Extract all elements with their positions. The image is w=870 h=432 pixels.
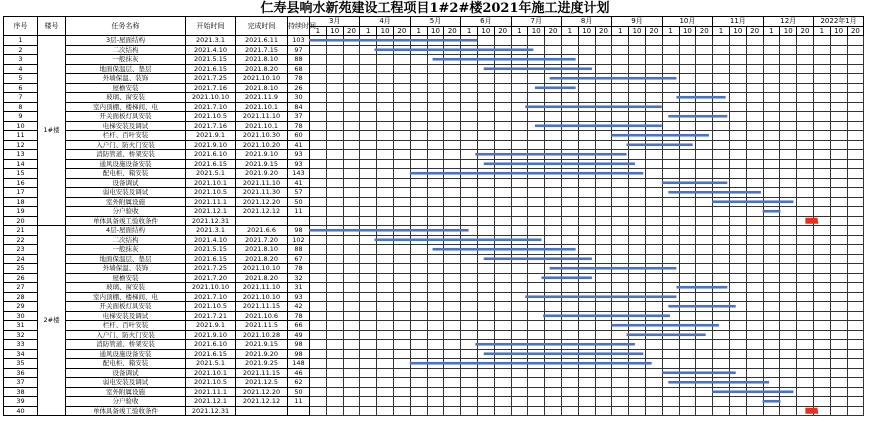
task-row bbox=[4, 197, 864, 207]
task-seq: 11 bbox=[4, 131, 38, 141]
task-start: 2021.7.10 bbox=[186, 102, 236, 112]
task-name: 二次结构 bbox=[66, 45, 186, 55]
task-start: 2021.10.5 bbox=[186, 112, 236, 122]
task-row bbox=[4, 55, 864, 65]
task-seq: 35 bbox=[4, 359, 38, 369]
task-name: 通风设施设备安装 bbox=[66, 159, 186, 169]
month-header: 7月 bbox=[511, 17, 561, 27]
task-row bbox=[4, 387, 864, 397]
task-seq: 39 bbox=[4, 397, 38, 407]
task-name: 外墙保温、装饰 bbox=[66, 264, 186, 274]
task-duration: 67 bbox=[288, 254, 310, 264]
task-name: 4层-屋面结构 bbox=[66, 226, 186, 236]
task-row bbox=[4, 311, 864, 321]
task-name: 二次结构 bbox=[66, 235, 186, 245]
task-seq: 3 bbox=[4, 55, 38, 65]
task-start: 2021.7.16 bbox=[186, 121, 236, 131]
day-header: 1 bbox=[561, 26, 578, 36]
task-row bbox=[4, 83, 864, 93]
task-seq: 2 bbox=[4, 45, 38, 55]
day-header: 20 bbox=[444, 26, 461, 36]
task-start: 2021.5.15 bbox=[186, 245, 236, 255]
task-start: 2021.7.20 bbox=[186, 273, 236, 283]
task-name: 分户验收 bbox=[66, 207, 186, 217]
task-name: 开关面板灯具安装 bbox=[66, 112, 186, 122]
task-seq: 1 bbox=[4, 36, 38, 46]
day-header: 10 bbox=[729, 26, 746, 36]
task-name: 单体具备竣工验收条件 bbox=[66, 406, 186, 416]
task-start: 2021.6.15 bbox=[186, 64, 236, 74]
day-header: 1 bbox=[310, 26, 327, 36]
task-row bbox=[4, 254, 864, 264]
day-header: 1 bbox=[713, 26, 730, 36]
task-row bbox=[4, 349, 864, 359]
task-start: 2021.6.10 bbox=[186, 340, 236, 350]
task-seq: 16 bbox=[4, 178, 38, 188]
task-seq: 29 bbox=[4, 302, 38, 312]
task-row bbox=[4, 321, 864, 331]
task-duration: 46 bbox=[288, 368, 310, 378]
task-end: 2021.12.20 bbox=[236, 387, 288, 397]
task-row bbox=[4, 235, 864, 245]
task-start: 2021.5.15 bbox=[186, 55, 236, 65]
task-end: 2021.10.10 bbox=[236, 74, 288, 84]
month-header: 3月 bbox=[310, 17, 360, 27]
task-row bbox=[4, 36, 864, 46]
task-seq: 15 bbox=[4, 169, 38, 179]
building-label: 2#楼 bbox=[38, 226, 66, 416]
task-name: 室外附属设施 bbox=[66, 197, 186, 207]
task-seq: 21 bbox=[4, 226, 38, 236]
task-row bbox=[4, 131, 864, 141]
task-name: 开关面板灯具安装 bbox=[66, 302, 186, 312]
day-header: 20 bbox=[545, 26, 562, 36]
day-header: 10 bbox=[326, 26, 343, 36]
task-duration: 32 bbox=[288, 273, 310, 283]
task-duration: 143 bbox=[288, 169, 310, 179]
day-header: 20 bbox=[847, 26, 864, 36]
task-end: 2021.9.15 bbox=[236, 159, 288, 169]
task-end: 2021.8.20 bbox=[236, 64, 288, 74]
task-start: 2021.6.15 bbox=[186, 254, 236, 264]
task-start: 2021.3.1 bbox=[186, 36, 236, 46]
task-start: 2021.12.31 bbox=[186, 216, 236, 226]
month-header: 10月 bbox=[662, 17, 712, 27]
page-title: 仁寿县响水新苑建设工程项目1#2#楼2021年施工进度计划 bbox=[260, 1, 610, 16]
day-header: 10 bbox=[629, 26, 646, 36]
task-end: 2021.9.15 bbox=[236, 340, 288, 350]
task-name: 地面保温层、垫层 bbox=[66, 254, 186, 264]
month-header: 12月 bbox=[763, 17, 813, 27]
task-duration: 98 bbox=[288, 226, 310, 236]
task-name: 电梯安装及调试 bbox=[66, 311, 186, 321]
task-start: 2021.3.1 bbox=[186, 226, 236, 236]
task-name: 单体具备竣工验收条件 bbox=[66, 216, 186, 226]
task-start: 2021.9.10 bbox=[186, 330, 236, 340]
task-row bbox=[4, 45, 864, 55]
day-header: 1 bbox=[612, 26, 629, 36]
task-start: 2021.12.31 bbox=[186, 406, 236, 416]
task-seq: 7 bbox=[4, 93, 38, 103]
task-seq: 40 bbox=[4, 406, 38, 416]
task-end: 2021.7.15 bbox=[236, 45, 288, 55]
task-duration: 62 bbox=[288, 378, 310, 388]
task-end: 2021.10.1 bbox=[236, 121, 288, 131]
month-header: 11月 bbox=[713, 17, 763, 27]
task-name: 入户门、防火门安装 bbox=[66, 140, 186, 150]
task-name: 地面保温层、垫层 bbox=[66, 64, 186, 74]
building-label: 1#楼 bbox=[38, 36, 66, 226]
task-end: 2021.11.5 bbox=[236, 321, 288, 331]
task-seq: 5 bbox=[4, 74, 38, 84]
header-task: 任务名称 bbox=[66, 17, 186, 36]
task-name: 配电柜、箱安装 bbox=[66, 359, 186, 369]
task-start: 2021.9.1 bbox=[186, 321, 236, 331]
task-row bbox=[4, 188, 864, 198]
task-row bbox=[4, 102, 864, 112]
header-building: 楼号 bbox=[38, 17, 66, 36]
task-seq: 36 bbox=[4, 368, 38, 378]
task-end: 2021.10.10 bbox=[236, 264, 288, 274]
task-row bbox=[4, 121, 864, 131]
task-duration: 98 bbox=[288, 349, 310, 359]
day-header: 1 bbox=[763, 26, 780, 36]
task-name: 设备调试 bbox=[66, 178, 186, 188]
task-row bbox=[4, 292, 864, 302]
day-header: 10 bbox=[578, 26, 595, 36]
task-start: 2021.7.25 bbox=[186, 74, 236, 84]
task-name: 弱电安装及调试 bbox=[66, 188, 186, 198]
task-row bbox=[4, 216, 864, 226]
task-end: 2021.8.20 bbox=[236, 273, 288, 283]
task-start: 2021.6.10 bbox=[186, 150, 236, 160]
task-start: 2021.6.15 bbox=[186, 349, 236, 359]
task-name: 电梯安装及调试 bbox=[66, 121, 186, 131]
task-end: 2021.11.15 bbox=[236, 302, 288, 312]
day-header: 1 bbox=[360, 26, 377, 36]
task-duration: 26 bbox=[288, 83, 310, 93]
day-header: 10 bbox=[780, 26, 797, 36]
month-header: 5月 bbox=[410, 17, 460, 27]
task-start: 2021.7.10 bbox=[186, 292, 236, 302]
task-end: 2021.8.10 bbox=[236, 245, 288, 255]
task-end: 2021.11.15 bbox=[236, 368, 288, 378]
task-name: 设备调试 bbox=[66, 368, 186, 378]
day-header: 20 bbox=[645, 26, 662, 36]
task-row bbox=[4, 340, 864, 350]
day-header: 10 bbox=[679, 26, 696, 36]
task-start: 2021.6.15 bbox=[186, 159, 236, 169]
task-seq: 13 bbox=[4, 150, 38, 160]
day-header: 10 bbox=[377, 26, 394, 36]
day-header: 1 bbox=[511, 26, 528, 36]
day-header: 20 bbox=[797, 26, 814, 36]
month-header: 9月 bbox=[612, 17, 662, 27]
task-row bbox=[4, 140, 864, 150]
task-duration: 50 bbox=[288, 387, 310, 397]
task-name: 弱电安装及调试 bbox=[66, 378, 186, 388]
task-end: 2021.12.12 bbox=[236, 397, 288, 407]
task-start: 2021.9.1 bbox=[186, 131, 236, 141]
task-end: 2021.11.9 bbox=[236, 93, 288, 103]
task-name: 栏杆、百叶安装 bbox=[66, 131, 186, 141]
task-start: 2021.5.1 bbox=[186, 359, 236, 369]
header-duration: 持续时间 bbox=[288, 17, 310, 36]
task-row bbox=[4, 150, 864, 160]
task-duration: 50 bbox=[288, 197, 310, 207]
task-name: 一般抹灰 bbox=[66, 55, 186, 65]
task-row bbox=[4, 406, 864, 416]
task-duration: 66 bbox=[288, 321, 310, 331]
task-row bbox=[4, 207, 864, 217]
task-end: 2021.8.10 bbox=[236, 83, 288, 93]
day-header: 20 bbox=[746, 26, 763, 36]
header-start: 开始时间 bbox=[186, 17, 236, 36]
task-seq: 10 bbox=[4, 121, 38, 131]
task-row bbox=[4, 178, 864, 188]
task-seq: 24 bbox=[4, 254, 38, 264]
task-name: 玻璃、窗安装 bbox=[66, 283, 186, 293]
task-row bbox=[4, 64, 864, 74]
task-seq: 17 bbox=[4, 188, 38, 198]
day-header: 20 bbox=[343, 26, 360, 36]
task-start: 2021.7.21 bbox=[186, 311, 236, 321]
task-name: 屋檐安装 bbox=[66, 273, 186, 283]
task-end: 2021.6.6 bbox=[236, 226, 288, 236]
task-end: 2021.11.10 bbox=[236, 112, 288, 122]
task-seq: 34 bbox=[4, 349, 38, 359]
task-seq: 37 bbox=[4, 378, 38, 388]
task-row bbox=[4, 397, 864, 407]
task-row bbox=[4, 359, 864, 369]
task-duration: 42 bbox=[288, 302, 310, 312]
task-name: 屋檐安装 bbox=[66, 83, 186, 93]
task-start: 2021.11.1 bbox=[186, 387, 236, 397]
task-start: 2021.10.1 bbox=[186, 368, 236, 378]
task-end: 2021.10.20 bbox=[236, 140, 288, 150]
task-duration: 78 bbox=[288, 121, 310, 131]
task-end: 2021.10.28 bbox=[236, 330, 288, 340]
task-end: 2021.10.30 bbox=[236, 131, 288, 141]
task-end: 2021.9.25 bbox=[236, 359, 288, 369]
task-name: 玻璃、窗安装 bbox=[66, 93, 186, 103]
task-end: 2021.11.10 bbox=[236, 178, 288, 188]
task-duration: 31 bbox=[288, 283, 310, 293]
task-seq: 14 bbox=[4, 159, 38, 169]
task-name: 消防管道、桥架安装 bbox=[66, 340, 186, 350]
task-row bbox=[4, 283, 864, 293]
day-header: 1 bbox=[410, 26, 427, 36]
task-duration: 102 bbox=[288, 235, 310, 245]
task-duration bbox=[288, 216, 310, 226]
task-end: 2021.11.30 bbox=[236, 188, 288, 198]
task-row bbox=[4, 93, 864, 103]
task-start: 2021.4.10 bbox=[186, 235, 236, 245]
task-duration: 84 bbox=[288, 102, 310, 112]
task-start: 2021.4.10 bbox=[186, 45, 236, 55]
day-header: 10 bbox=[528, 26, 545, 36]
day-header: 20 bbox=[494, 26, 511, 36]
task-end: 2021.10.1 bbox=[236, 102, 288, 112]
task-start: 2021.10.1 bbox=[186, 178, 236, 188]
month-header: 4月 bbox=[360, 17, 410, 27]
task-duration: 78 bbox=[288, 74, 310, 84]
task-end: 2021.10.10 bbox=[236, 292, 288, 302]
task-name: 一般抹灰 bbox=[66, 245, 186, 255]
header-seq: 序号 bbox=[4, 17, 38, 36]
header-end: 完成时间 bbox=[236, 17, 288, 36]
task-seq: 8 bbox=[4, 102, 38, 112]
task-row bbox=[4, 368, 864, 378]
task-name: 室内顶棚、楼梯间、电 bbox=[66, 102, 186, 112]
task-duration: 57 bbox=[288, 188, 310, 198]
task-duration: 78 bbox=[288, 311, 310, 321]
task-seq: 26 bbox=[4, 273, 38, 283]
task-row bbox=[4, 226, 864, 236]
task-duration: 30 bbox=[288, 93, 310, 103]
day-header: 10 bbox=[830, 26, 847, 36]
day-header: 10 bbox=[427, 26, 444, 36]
task-duration: 78 bbox=[288, 264, 310, 274]
task-seq: 22 bbox=[4, 235, 38, 245]
task-duration: 41 bbox=[288, 178, 310, 188]
task-duration: 93 bbox=[288, 150, 310, 160]
day-header: 10 bbox=[477, 26, 494, 36]
task-duration bbox=[288, 406, 310, 416]
task-start: 2021.10.10 bbox=[186, 93, 236, 103]
task-end: 2021.10.6 bbox=[236, 311, 288, 321]
task-seq: 33 bbox=[4, 340, 38, 350]
day-header: 20 bbox=[393, 26, 410, 36]
task-name: 配电柜、箱安装 bbox=[66, 169, 186, 179]
task-name: 室外附属设施 bbox=[66, 387, 186, 397]
task-name: 外墙保温、装饰 bbox=[66, 74, 186, 84]
task-seq: 31 bbox=[4, 321, 38, 331]
task-row bbox=[4, 74, 864, 84]
task-row bbox=[4, 169, 864, 179]
task-duration: 37 bbox=[288, 112, 310, 122]
day-header: 1 bbox=[662, 26, 679, 36]
task-seq: 12 bbox=[4, 140, 38, 150]
task-end: 2021.8.10 bbox=[236, 55, 288, 65]
task-end: 2021.6.11 bbox=[236, 36, 288, 46]
task-seq: 4 bbox=[4, 64, 38, 74]
task-row bbox=[4, 273, 864, 283]
task-duration: 11 bbox=[288, 397, 310, 407]
task-start: 2021.10.5 bbox=[186, 378, 236, 388]
task-row bbox=[4, 378, 864, 388]
task-name: 消防管道、桥架安装 bbox=[66, 150, 186, 160]
task-end: 2021.12.5 bbox=[236, 378, 288, 388]
task-seq: 19 bbox=[4, 207, 38, 217]
task-start: 2021.9.10 bbox=[186, 140, 236, 150]
task-end: 2021.11.10 bbox=[236, 283, 288, 293]
month-header: 6月 bbox=[461, 17, 511, 27]
task-duration: 49 bbox=[288, 330, 310, 340]
task-seq: 32 bbox=[4, 330, 38, 340]
task-start: 2021.10.10 bbox=[186, 283, 236, 293]
task-seq: 18 bbox=[4, 197, 38, 207]
task-start: 2021.5.1 bbox=[186, 169, 236, 179]
task-duration: 60 bbox=[288, 131, 310, 141]
task-end: 2021.8.20 bbox=[236, 254, 288, 264]
task-end: 2021.9.20 bbox=[236, 349, 288, 359]
task-start: 2021.12.1 bbox=[186, 207, 236, 217]
task-duration: 88 bbox=[288, 245, 310, 255]
task-start: 2021.7.16 bbox=[186, 83, 236, 93]
task-end: 2021.12.12 bbox=[236, 207, 288, 217]
task-name: 室内顶棚、楼梯间、电 bbox=[66, 292, 186, 302]
task-start: 2021.7.25 bbox=[186, 264, 236, 274]
task-seq: 23 bbox=[4, 245, 38, 255]
gantt-table bbox=[3, 16, 864, 416]
day-header: 20 bbox=[696, 26, 713, 36]
task-start: 2021.10.5 bbox=[186, 302, 236, 312]
task-seq: 38 bbox=[4, 387, 38, 397]
task-duration: 11 bbox=[288, 207, 310, 217]
task-duration: 103 bbox=[288, 36, 310, 46]
task-row bbox=[4, 159, 864, 169]
task-seq: 25 bbox=[4, 264, 38, 274]
task-end: 2021.9.20 bbox=[236, 169, 288, 179]
task-end: 2021.7.20 bbox=[236, 235, 288, 245]
task-row bbox=[4, 302, 864, 312]
task-duration: 88 bbox=[288, 55, 310, 65]
task-name: 通风设施设备安装 bbox=[66, 349, 186, 359]
task-seq: 28 bbox=[4, 292, 38, 302]
task-start: 2021.12.1 bbox=[186, 397, 236, 407]
task-name: 入户门、防火门安装 bbox=[66, 330, 186, 340]
day-header: 1 bbox=[461, 26, 478, 36]
month-header: 2022年1月 bbox=[813, 17, 863, 27]
task-row bbox=[4, 330, 864, 340]
month-header: 8月 bbox=[561, 17, 611, 27]
task-seq: 27 bbox=[4, 283, 38, 293]
task-duration: 68 bbox=[288, 64, 310, 74]
day-header: 20 bbox=[595, 26, 612, 36]
task-duration: 98 bbox=[288, 340, 310, 350]
header-row-months bbox=[4, 17, 864, 27]
task-row bbox=[4, 264, 864, 274]
task-end: 2021.9.10 bbox=[236, 150, 288, 160]
task-duration: 93 bbox=[288, 292, 310, 302]
task-name: 3层-屋面结构 bbox=[66, 36, 186, 46]
task-seq: 30 bbox=[4, 311, 38, 321]
task-duration: 148 bbox=[288, 359, 310, 369]
task-duration: 97 bbox=[288, 45, 310, 55]
task-end bbox=[236, 406, 288, 416]
task-seq: 20 bbox=[4, 216, 38, 226]
task-duration: 41 bbox=[288, 140, 310, 150]
task-end bbox=[236, 216, 288, 226]
task-start: 2021.10.5 bbox=[186, 188, 236, 198]
task-start: 2021.11.1 bbox=[186, 197, 236, 207]
task-end: 2021.12.20 bbox=[236, 197, 288, 207]
task-duration: 93 bbox=[288, 159, 310, 169]
task-seq: 9 bbox=[4, 112, 38, 122]
day-header: 1 bbox=[813, 26, 830, 36]
task-name: 分户验收 bbox=[66, 397, 186, 407]
task-name: 栏杆、百叶安装 bbox=[66, 321, 186, 331]
task-seq: 6 bbox=[4, 83, 38, 93]
task-row bbox=[4, 245, 864, 255]
task-row bbox=[4, 112, 864, 122]
